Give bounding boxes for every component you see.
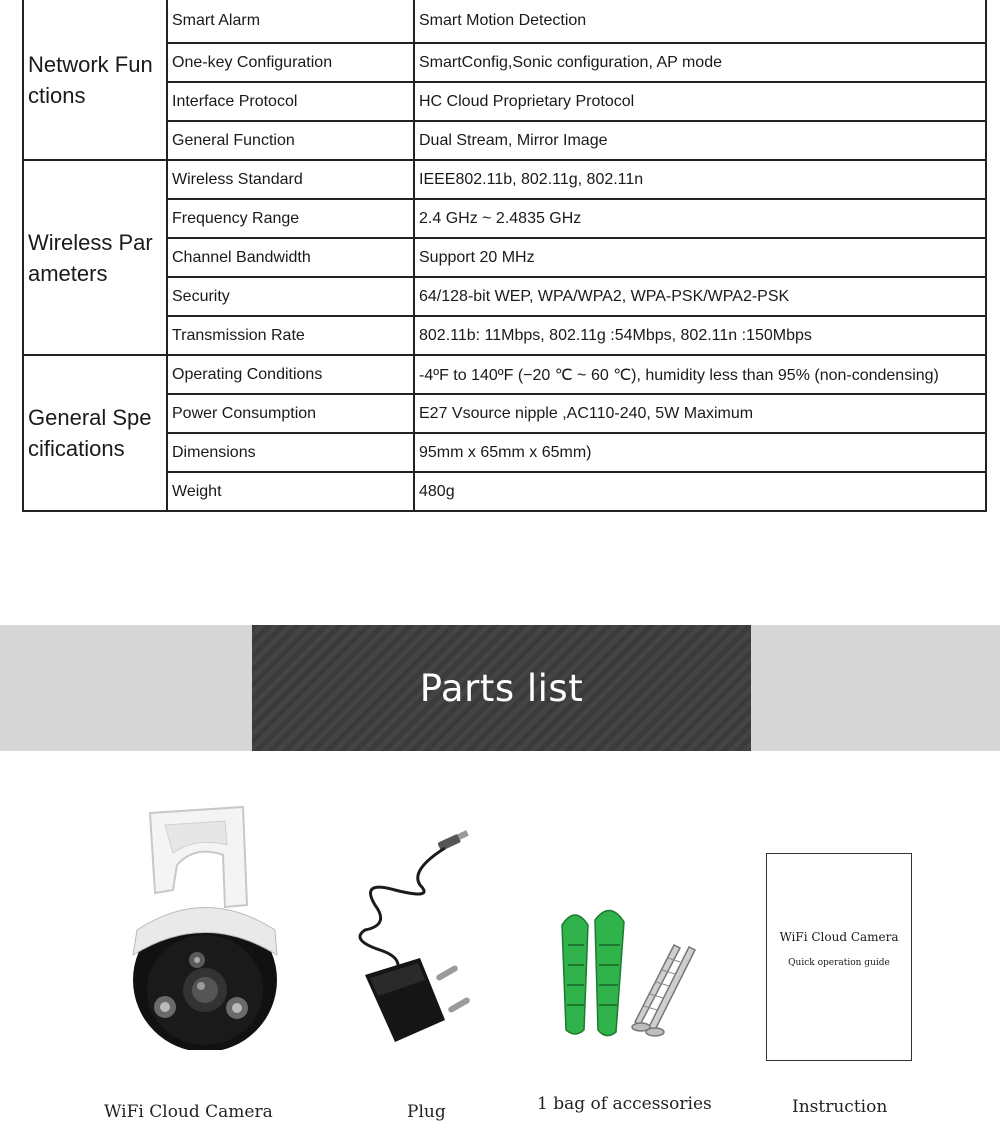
booklet-subtitle: Quick operation guide	[788, 958, 890, 968]
accessories-image	[540, 900, 720, 1050]
table-row	[23, 316, 986, 355]
spec-name: Transmission Rate	[167, 316, 414, 355]
spec-value: 802.11b: 11Mbps, 802.11g :54Mbps, 802.11n :150Mbps	[414, 316, 986, 355]
table-row	[23, 472, 986, 511]
plug-image	[350, 830, 480, 1060]
plug-caption: Plug	[407, 1102, 446, 1122]
spec-name: Wireless Standard	[167, 160, 414, 199]
spec-value: HC Cloud Proprietary Protocol	[414, 82, 986, 121]
spec-value: IEEE802.11b, 802.11g, 802.11n	[414, 160, 986, 199]
spec-value: 64/128-bit WEP, WPA/WPA2, WPA-PSK/WPA2-PSK	[414, 277, 986, 316]
spec-value: Dual Stream, Mirror Image	[414, 121, 986, 160]
spec-name: Interface Protocol	[167, 82, 414, 121]
spec-value: Support 20 MHz	[414, 238, 986, 277]
spec-value: Smart Motion Detection	[414, 0, 986, 43]
camera-caption: WiFi Cloud Camera	[104, 1102, 273, 1122]
table-row	[23, 355, 986, 394]
spec-name: Dimensions	[167, 433, 414, 472]
table-row	[23, 277, 986, 316]
parts-list-banner	[0, 625, 1000, 751]
group-label-general: General Specifications	[23, 355, 167, 511]
table-row	[23, 433, 986, 472]
booklet-title: WiFi Cloud Camera	[779, 930, 899, 944]
table-row	[23, 238, 986, 277]
group-label-network: Network Functions	[23, 0, 167, 160]
spec-name: Frequency Range	[167, 199, 414, 238]
spec-name: Smart Alarm	[167, 0, 414, 43]
spec-value: SmartConfig,Sonic configuration, AP mode	[414, 43, 986, 82]
spec-value: 480g	[414, 472, 986, 511]
spec-name: Security	[167, 277, 414, 316]
table-row	[23, 121, 986, 160]
table-row	[23, 199, 986, 238]
spec-value: 95mm x 65mm x 65mm)	[414, 433, 986, 472]
table-row	[23, 394, 986, 433]
spec-name: One-key Configuration	[167, 43, 414, 82]
banner-title: Parts list	[419, 667, 584, 710]
spec-name: General Function	[167, 121, 414, 160]
spec-name: Channel Bandwidth	[167, 238, 414, 277]
accessories-caption: 1 bag of accessories	[537, 1094, 712, 1114]
spec-value: -4ºF to 140ºF (−20 ℃ ~ 60 ℃), humidity less than 95% (non-condensing)	[414, 355, 986, 394]
spec-name: Power Consumption	[167, 394, 414, 433]
instruction-caption: Instruction	[792, 1097, 888, 1117]
spec-value: E27 Vsource nipple ,AC110-240, 5W Maximum	[414, 394, 986, 433]
table-row	[23, 82, 986, 121]
group-label-wireless: Wireless Parameters	[23, 160, 167, 355]
spec-name: Operating Conditions	[167, 355, 414, 394]
camera-image	[125, 805, 285, 1050]
spec-name: Weight	[167, 472, 414, 511]
table-row	[23, 160, 986, 199]
instruction-booklet	[766, 853, 912, 1061]
banner-center-panel	[252, 625, 751, 751]
spec-value: 2.4 GHz ~ 2.4835 GHz	[414, 199, 986, 238]
spec-table	[22, 0, 987, 512]
table-row	[23, 0, 986, 43]
table-row	[23, 43, 986, 82]
